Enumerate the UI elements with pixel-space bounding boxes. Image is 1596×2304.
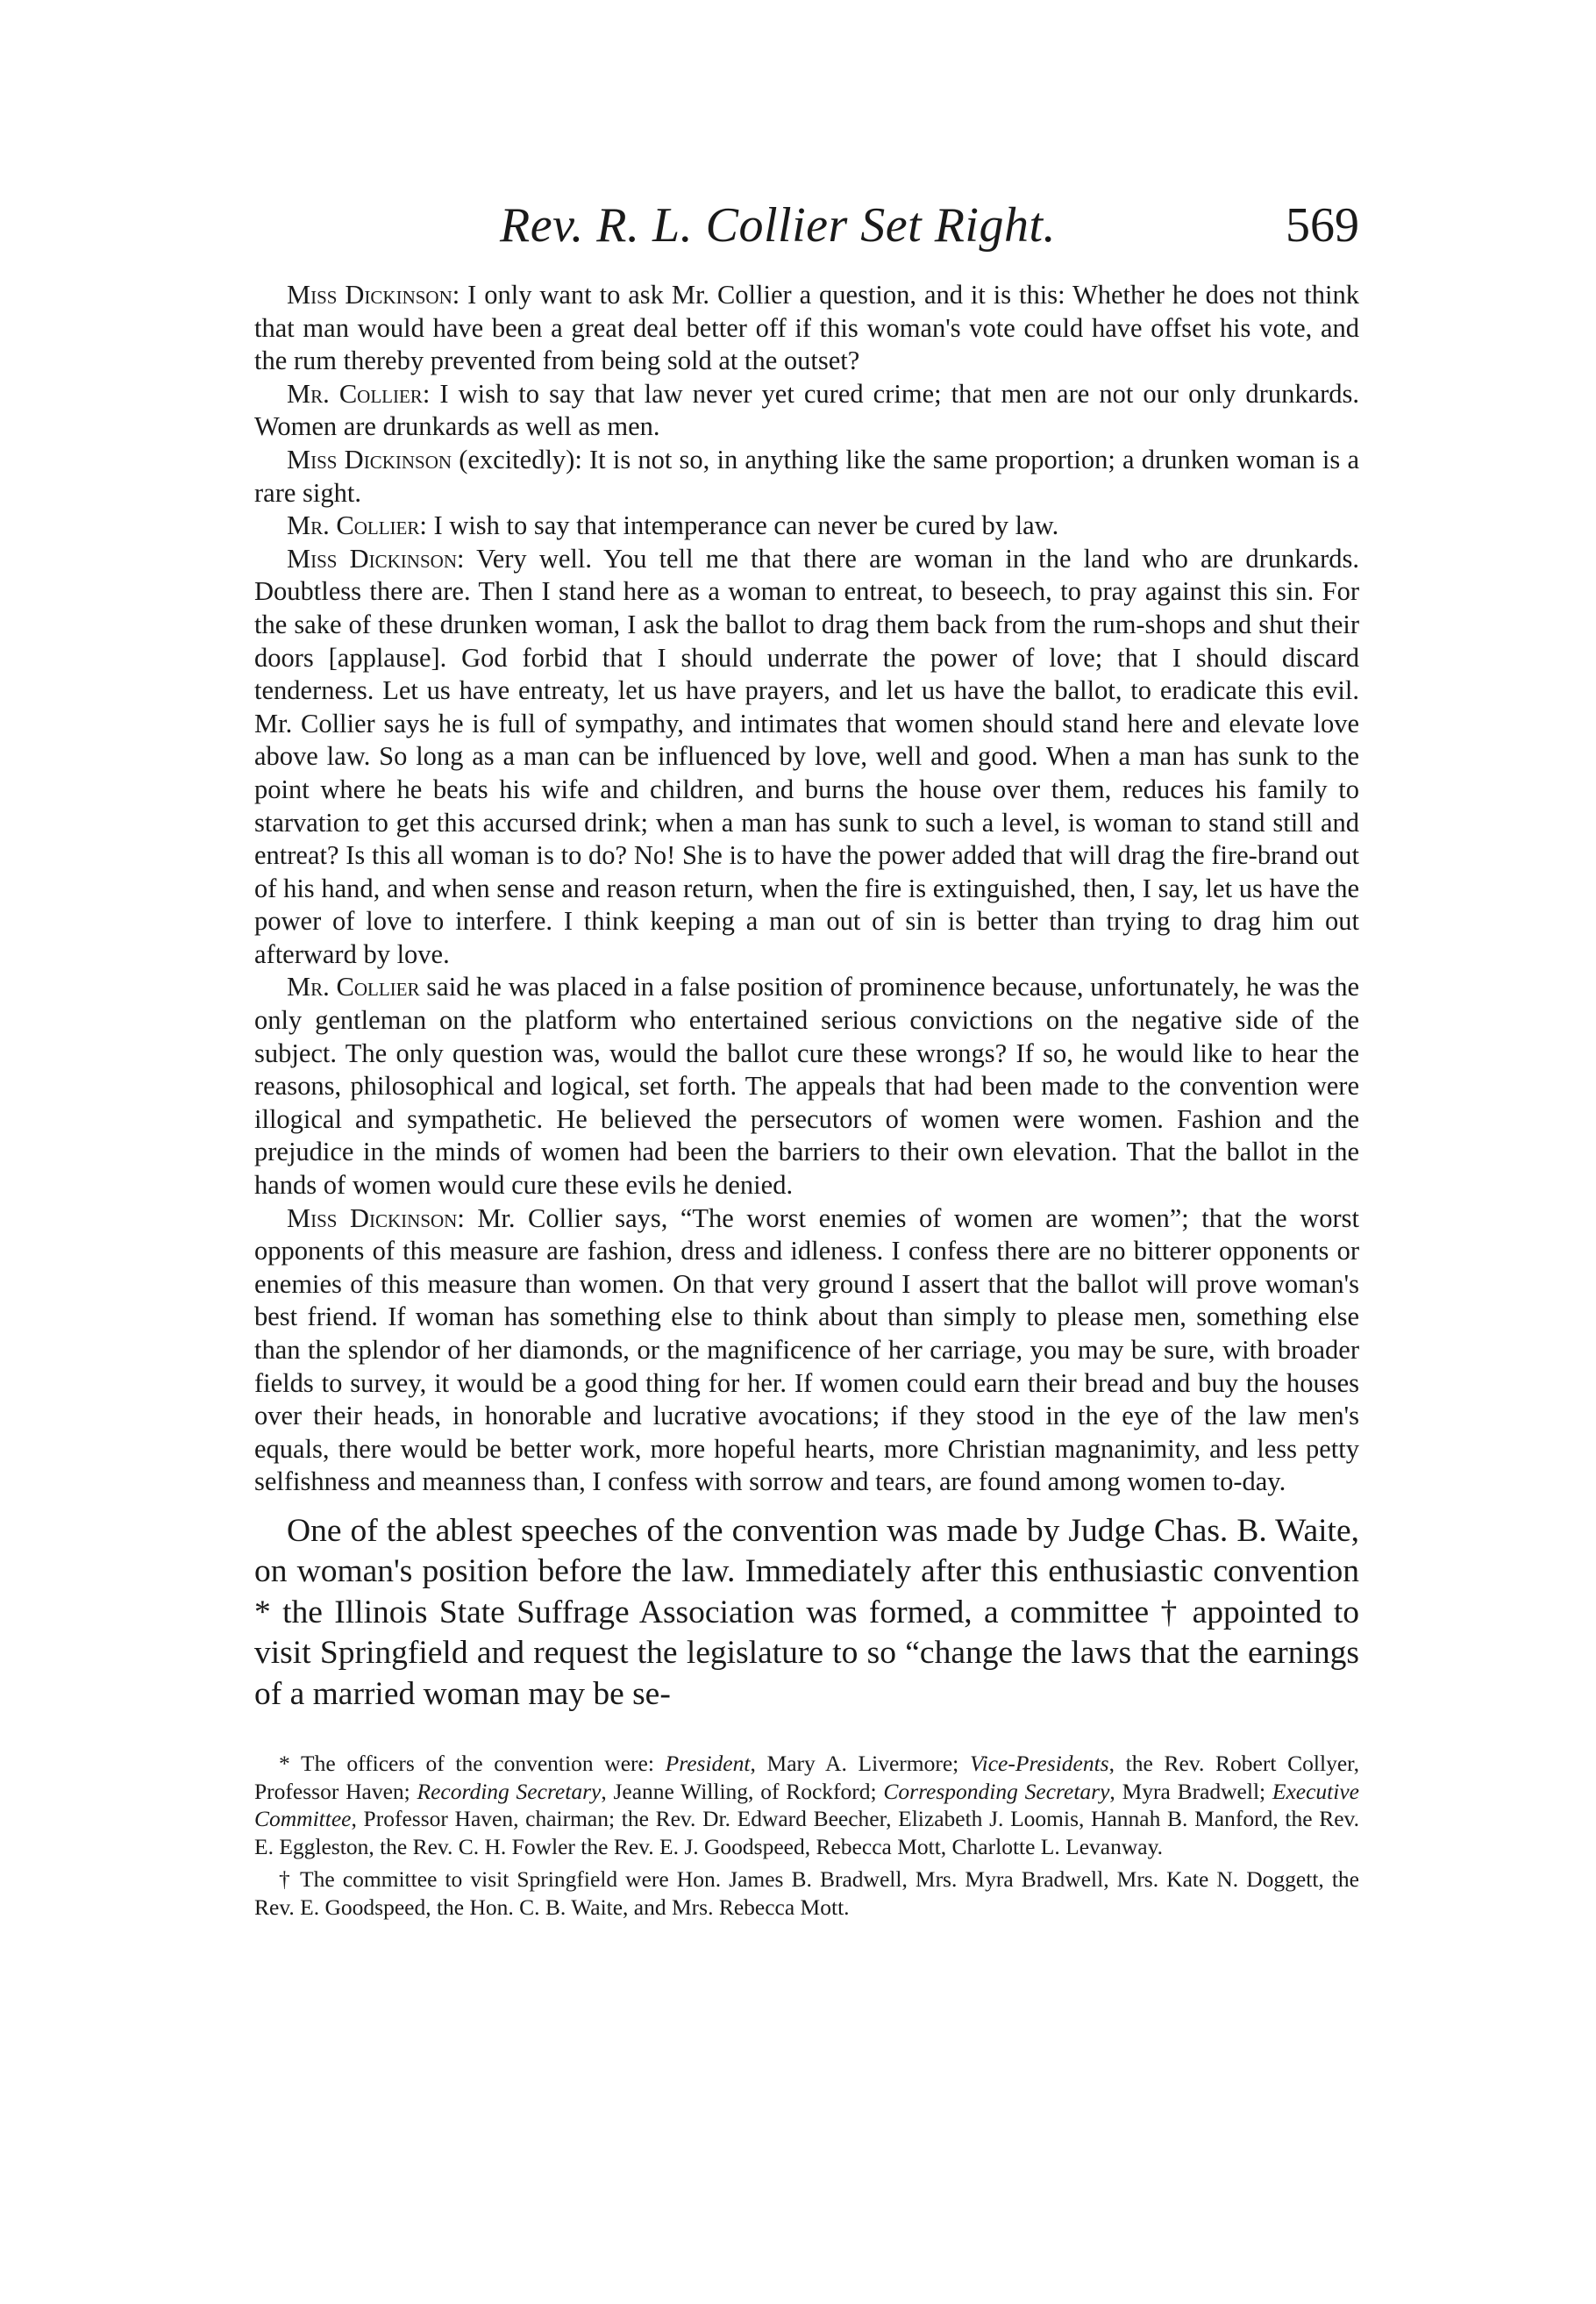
speech-text: I only want to ask Mr. Collier a question, and it is this: Whether he does not think that man would have been a great deal better off if this woman's vote could have offset his vote, and the rum thereby prevented from being sold at the outset?: [254, 280, 1359, 376]
dialogue-paragraph: Miss Dickinson: Mr. Collier says, “The worst enemies of women are women”; that the worst opponents of this measure are fashion, dress and idleness. I confess there are no bitterer opponents or enemies of this measure than women. On that very ground I assert that the ballot will prove woman's best friend. If woman has something else to think about than simply to please men, something else than the splendor of her diamonds, or the magnificence of her carriage, you may be sure, with broader fields to survey, it would be a good thing for her. If women could earn their bread and buy the houses over their heads, in honorable and lucrative avocations; if they stood in the eye of the law men's equals, there would be better work, more hopeful hearts, more Christian magnanimity, and less petty selfishness and meanness than, I confess with sorrow and tears, are found among women to-day.: [254, 1202, 1359, 1497]
page-number: 569: [1286, 198, 1359, 253]
role-label: Executive Committee: [254, 1778, 1359, 1832]
speech-text: I wish to say that law never yet cured crime; that men are not our only drunkards. Women are drunkards as well as men.: [254, 378, 1360, 442]
speech-text: It is not so, in anything like the same proportion; a drunken woman is a rare sight.: [254, 444, 1359, 508]
speaker-name: Miss Dickinson: [287, 543, 457, 574]
role-label: Corresponding Secretary: [883, 1778, 1110, 1804]
dialogue-paragraph: Miss Dickinson: I only want to ask Mr. Collier a question, and it is this: Whether he does not think that man would have been a great deal better off if this woman's vote could have offset his vote, and the rum thereby prevented from being sold at the outset?: [254, 280, 1359, 376]
narrative-paragraph: One of the ablest speeches of the convention was made by Judge Chas. B. Waite, on woman's position before the law. Immediately after this enthusiastic convention * the Illinois State Suffrage Association was formed, a committee † appointed to visit Springfield and request the legislature to so “change the laws that the earnings of a married woman may be se-: [254, 1512, 1359, 1712]
dialogue-paragraph: [254, 971, 1359, 1202]
narrative-section: [254, 1511, 1359, 1716]
dialogue-paragraph: Mr. Collier: I wish to say that law never yet cured crime; that men are not our only drunkards. Women are drunkards as well as men.: [254, 378, 1360, 442]
speaker-name: Miss Dickinson: [287, 1202, 458, 1233]
dialogue-paragraph: Miss Dickinson (excitedly): It is not so, in anything like the same proportion; a drunken woman is a rare sight.: [254, 444, 1359, 508]
speech-text: Mr. Collier says, “The worst enemies of women are women”; that the worst opponents of this measure are fashion, dress and idleness. I confess there are no bitterer opponents or enemies of this measure than women. On that very ground I assert that the ballot will prove woman's best friend. If woman has something else to think about than simply to please men, something else than the splendor of her diamonds, or the magnificence of her carriage, you may be sure, with broader fields to survey, it would be a good thing for her. If women could earn their bread and buy the houses over their heads, in honorable and lucrative avocations; if they stood in the eye of the law men's equals, there would be better work, more hopeful hearts, more Christian magnanimity, and less petty selfishness and meanness than, I confess with sorrow and tears, are found among women to-day.: [254, 1202, 1359, 1497]
role-label: Vice-Presidents: [969, 1751, 1109, 1777]
speech-text: Very well. You tell me that there are woman in the land who are drunkards. Doubtless there are. Then I stand here as a woman to entreat, to beseech, to pray against this sin. For the sake of these drunken woman, I ask the ballot to drag them back from the rum-shops and shut their doors [applause]. God forbid that I should underrate the power of love; that I should discard tenderness. Let us have entreaty, let us have prayers, and let us have the ballot, to eradicate this evil. Mr. Collier says he is full of sympathy, and intimates that women should stand here and elevate love above law. So long as a man can be influenced by love, well and good. When a man has sunk to the point where he beats his wife and children, and burns the house over them, reduces his family to starvation to get this accursed drink; when a man has sunk to such a level, is woman to stand still and entreat? Is this all woman is to do? No! She is to have the power added that will drag the fire-brand out of his hand, and when sense and reason return, when the fire is extinguished, then, I say, let us have the power of love to interfere. I think keeping a man out of sin is better than trying to drag him out afterward by love.: [254, 543, 1359, 969]
speech-text: said he was placed in a false position of prominence because, unfortunately, he was the only gentleman on the platform who entertained serious convictions on the negative side of the subject. The only question was, would the ballot cure these wrongs? If so, he would like to hear the reasons, philosophical and logical, set forth. The appeals that had been made to the convention were illogical and sympathetic. He believed the persecutors of women were women. Fashion and the prejudice in the minds of women had been the barriers to their own elevation. That the ballot in the hands of women would cure these evils he denied.: [254, 972, 1359, 1201]
speaker-name: Mr. Collier: [287, 378, 423, 409]
speech-text: I wish to say that intemperance can never be cured by law.: [433, 510, 1059, 541]
speaker-name: Mr. Collier: [287, 972, 420, 1002]
role-label: President: [665, 1751, 751, 1777]
footnote-officers: * The officers of the convention were: President, Mary A. Livermore; Vice-Presidents, the Rev. Robert Collyer, Professor Haven; Recording Secretary, Jeanne Willing, of Rockford; Corresponding Secretary, Myra Bradwell; Executive Committee, Professor Haven, chairman; the Rev. Dr. Edward Beecher, Elizabeth J. Loomis, Hannah B. Manford, the Rev. E. Eggleston, the Rev. C. H. Fowler the Rev. E. J. Goodspeed, Rebecca Mott, Charlotte L. Levanway.: [254, 1751, 1359, 1859]
speaker-name: Miss Dickinson: [287, 444, 452, 474]
page-body: [254, 279, 1359, 1921]
speaker-name: Mr. Collier: [287, 510, 420, 541]
dialogue-paragraph: Mr. Collier: I wish to say that intemperance can never be cured by law.: [287, 510, 1059, 541]
running-title: Rev. R. L. Collier Set Right.: [500, 198, 1057, 253]
footnote-committee: † The committee to visit Springfield were Hon. James B. Bradwell, Mrs. Myra Bradwell, Mrs. Kate N. Doggett, the Rev. E. Goodspeed, the Hon. C. B. Waite, and Mrs. Rebecca Mott.: [254, 1866, 1359, 1920]
dialogue-paragraph: Miss Dickinson: Very well. You tell me that there are woman in the land who are drunkards. Doubtless there are. Then I stand here as a woman to entreat, to beseech, to pray against this sin. For the sake of these drunken woman, I ask the ballot to drag them back from the rum-shops and shut their doors [applause]. God forbid that I should underrate the power of love; that I should discard tenderness. Let us have entreaty, let us have prayers, and let us have the ballot, to eradicate this evil. Mr. Collier says he is full of sympathy, and intimates that women should stand here and elevate love above law. So long as a man can be influenced by love, well and good. When a man has sunk to the point where he beats his wife and children, and burns the house over them, reduces his family to starvation to get this accursed drink; when a man has sunk to such a level, is woman to stand still and entreat? Is this all woman is to do? No! She is to have the power added that will drag the fire-brand out of his hand, and when sense and reason return, when the fire is extinguished, then, I say, let us have the power of love to interfere. I think keeping a man out of sin is better than trying to drag him out afterward by love.: [254, 543, 1359, 969]
role-label: Recording Secretary: [417, 1778, 602, 1804]
page-header: [254, 195, 1359, 256]
speaker-name: Miss Dickinson: [287, 280, 452, 310]
footnotes: [254, 1750, 1359, 1921]
debate-transcript: [254, 279, 1359, 1499]
